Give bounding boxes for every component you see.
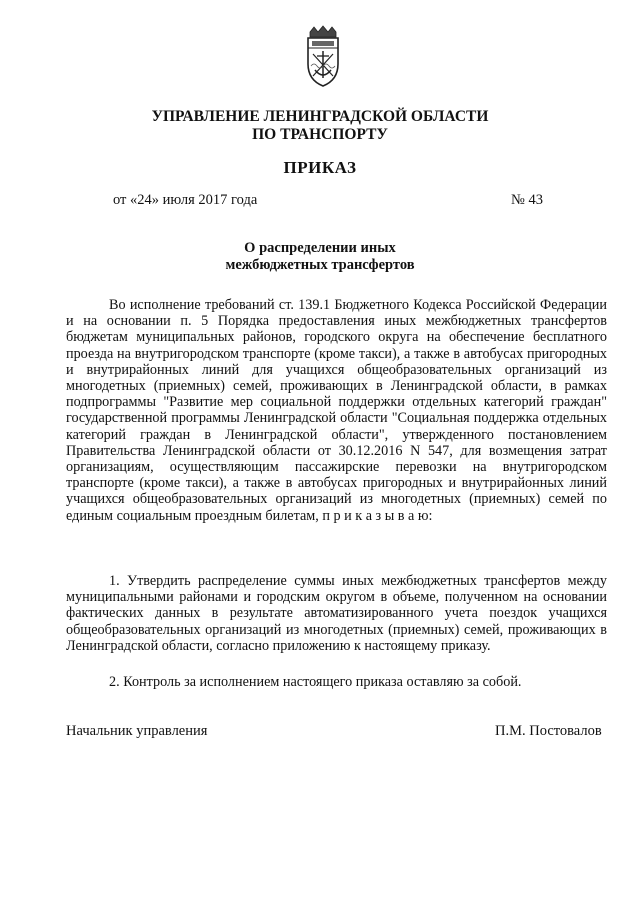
order-item-2: 2. Контроль за исполнением настоящего приказа оставляю за собой. <box>109 674 522 690</box>
document-number: № 43 <box>511 192 543 208</box>
order-item-1: 1. Утвердить распределение суммы иных межбюджетных трансфертов между муниципальными районами и городским округом в объеме, полученном на основании фактических данных в результате автоматизированного учета поездок учащихся общеобразовательных организаций из многодетных (приемных) семей, проживающих в Ленинградской области, согласно приложению к настоящему приказу. <box>66 573 607 654</box>
organization-name-line2: ПО ТРАНСПОРТУ <box>252 126 388 143</box>
signatory-name: П.М. Постовалов <box>495 723 602 739</box>
coat-of-arms-icon <box>300 24 346 88</box>
organization-name: УПРАВЛЕНИЕ ЛЕНИНГРАДСКОЙ ОБЛАСТИ <box>151 108 489 125</box>
document-type-title: ПРИКАЗ <box>283 158 357 177</box>
document-date: от «24» июля 2017 года <box>113 192 258 208</box>
subject-line1: О распределении иных <box>244 240 396 256</box>
subject-line2: межбюджетных трансфертов <box>225 257 415 273</box>
preamble-paragraph: Во исполнение требований ст. 139.1 Бюджетного Кодекса Российской Федерации и на основании п. 5 Порядка предоставления иных межбюджетных трансфертов бюджетам муниципальных районов, городского округа на обеспечение бесплатного проезда на внутригородском транспорте (кроме такси), а также в автобусах пригородных и внутрирайонных линий для учащихся общеобразовательных организаций из многодетных (приемных) семей, проживающих в Ленинградской области, в рамках подпрограммы "Развитие мер социальной поддержки отдельных категорий граждан" государственной программы Ленинградской области "Социальная поддержка отдельных категорий граждан в Ленинградской области", утвержденного постановлением Правительства Ленинградской области от 30.12.2016 N 547, для возмещения затрат организациям, осуществляющим пассажирские перевозки на внутригородском транспорте (кроме такси), а также в автобусах пригородных и внутрирайонных линий учащихся общеобразовательных организаций из многодетных (приемных) семей по единым социальным проездным билетам, п р и к а з ы в а ю: <box>66 297 607 524</box>
signatory-position: Начальник управления <box>66 723 208 739</box>
